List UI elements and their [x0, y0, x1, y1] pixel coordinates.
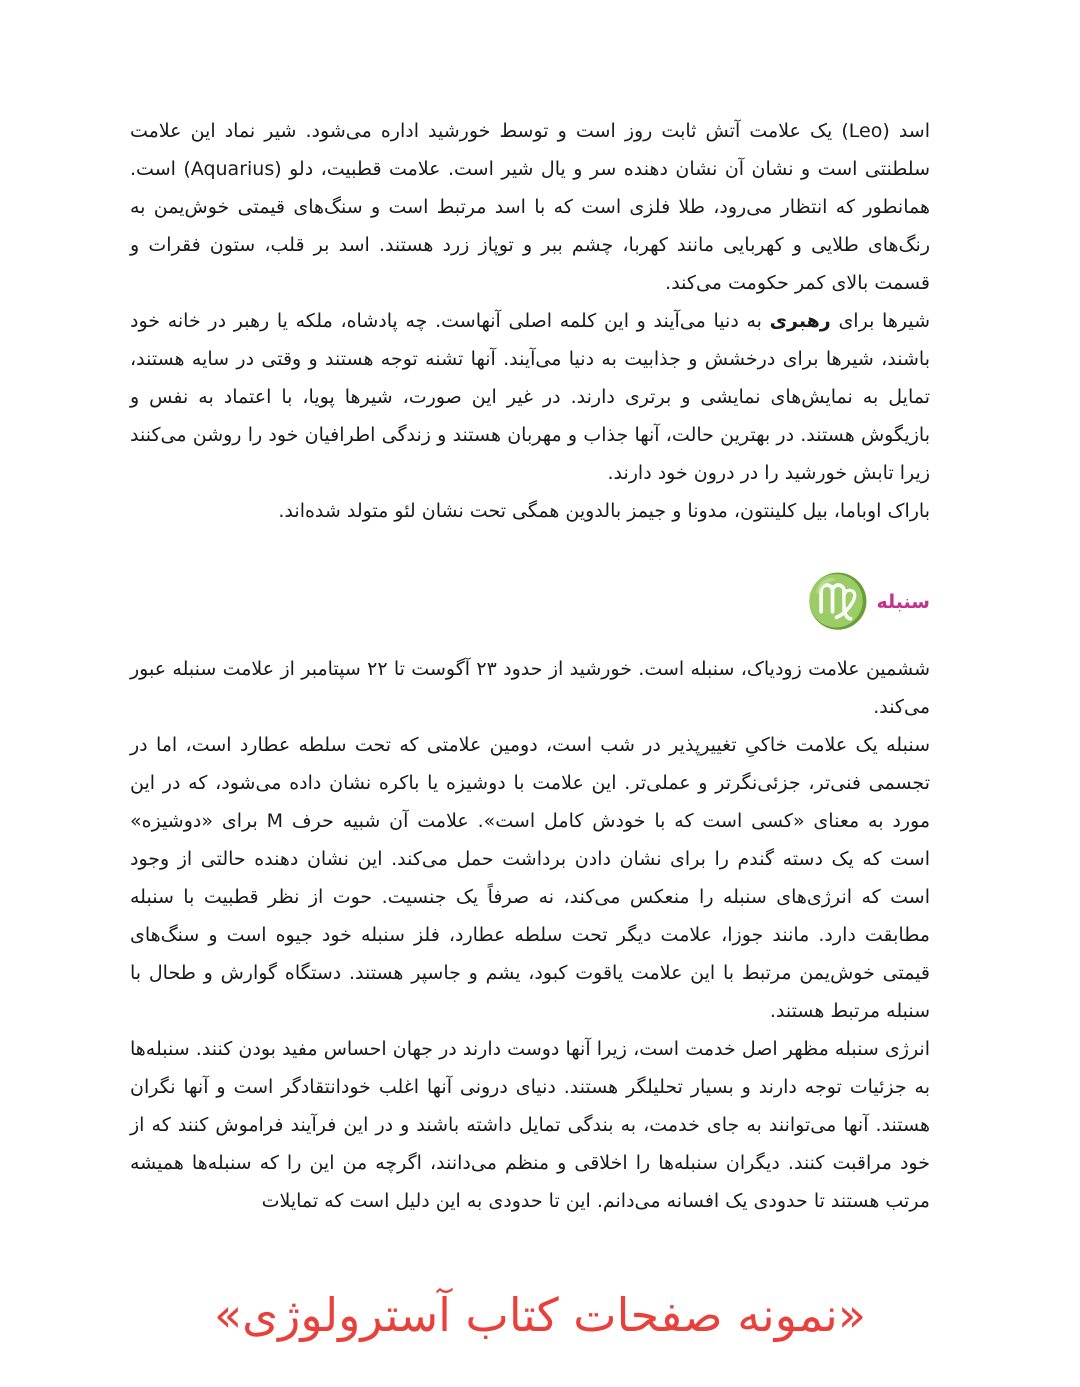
virgo-zodiac-icon: ♍ [805, 572, 871, 632]
book-sample-pages-caption: «نمونه صفحات کتاب آسترولوژی» [213, 1288, 867, 1342]
virgo-section-header [130, 574, 930, 630]
leo-keyword-leadership: رهبری [769, 310, 831, 332]
leo-paragraph-2 [130, 302, 930, 492]
book-page-body [130, 112, 930, 1220]
leo-paragraph-2-start: شیرها برای [830, 310, 930, 332]
virgo-section-title: سنبله [876, 591, 930, 613]
virgo-paragraph-2: سنبله یک علامت خاکیِ تغییرپذیر در شب است، دومین علامتی که تحت سلطه عطارد است، اما در تجسمی فنی‌تر، جزئی‌نگرتر و عملی‌تر. این علامت با دوشیزه یا باکره نشان داده می‌شود، که در این مورد به معنای «کسی است که با خودش کامل است». علامت آن شبیه حرف M برای «دوشیزه» است که یک دسته گندم را برای نشان دادن برداشت حمل می‌کند. این نشان دهنده حالتی از وجود است که انرژی‌های سنبله را منعکس می‌کند، نه صرفاً یک جنسیت. حوت از نظر قطبیت با سنبله مطابقت دارد. مانند جوزا، علامت دیگر تحت سلطه عطارد، فلز سنبله خود جیوه است و سنگ‌های قیمتی خوش‌یمن مرتبط با این علامت یاقوت کبود، یشم و جاسپر هستند. دستگاه گوارش و طحال با سنبله مرتبط هستند. [130, 734, 931, 1022]
leo-paragraph-1: اسد (Leo) یک علامت آتش ثابت روز است و توسط خورشید اداره می‌شود. شیر نماد این علامت سلطنتی است و نشان آن نشان دهنده سر و یال شیر است. علامت قطبیت، دلو (Aquarius) است. همانطور که انتظار می‌رود، طلا فلزی است که با اسد مرتبط است و سنگ‌های قیمتی خوش‌یمن به رنگ‌های طلایی و کهربایی مانند کهربا، چشم ببر و توپاز زرد هستند. اسد بر قلب، ستون فقرات و قسمت بالای کمر حکومت می‌کند. [130, 120, 930, 294]
leo-paragraph-2-rest: به دنیا می‌آیند و این کلمه اصلی آنهاست. چه پادشاه، ملکه یا رهبر در خانه خود باشند، شیرها برای درخشش و جذابیت به دنیا می‌آیند. آنها تشنه توجه هستند و وقتی در سایه هستند، تمایل به نمایش‌های نمایشی و برتری دارند. در غیر این صورت، شیرها پویا، با اعتماد به نفس و بازیگوش هستند. در بهترین حالت، آنها جذاب و مهربان هستند و زندگی اطرافیان خود را روشن می‌کنند زیرا تابش خورشید را در درون خود دارند. [130, 310, 930, 484]
virgo-paragraph-3: انرژی سنبله مظهر اصل خدمت است، زیرا آنها دوست دارند در جهان احساس مفید بودن کنند. سنبله‌ها به جزئیات توجه دارند و بسیار تحلیلگر هستند. دنیای درونی آنها اغلب خودانتقادگر است و آنها نگران هستند. آنها می‌توانند به جای خدمت، به بندگی تمایل داشته باشند و در این فرآیند فراموش کنند که از خود مراقبت کنند. دیگران سنبله‌ها را اخلاقی و منظم می‌دانند، اگرچه من این را که سنبله‌ها همیشه مرتب هستند تا حدودی یک افسانه می‌دانم. این تا حدودی به این دلیل است که تمایلات [130, 1038, 930, 1212]
leo-paragraph-3: باراک اوباما، بیل کلینتون، مدونا و جیمز بالدوین همگی تحت نشان لئو متولد شده‌اند. [278, 500, 930, 522]
virgo-paragraph-1: ششمین علامت زودیاک، سنبله است. خورشید از حدود ۲۳ آگوست تا ۲۲ سپتامبر از علامت سنبله عبور می‌کند. [130, 658, 930, 718]
